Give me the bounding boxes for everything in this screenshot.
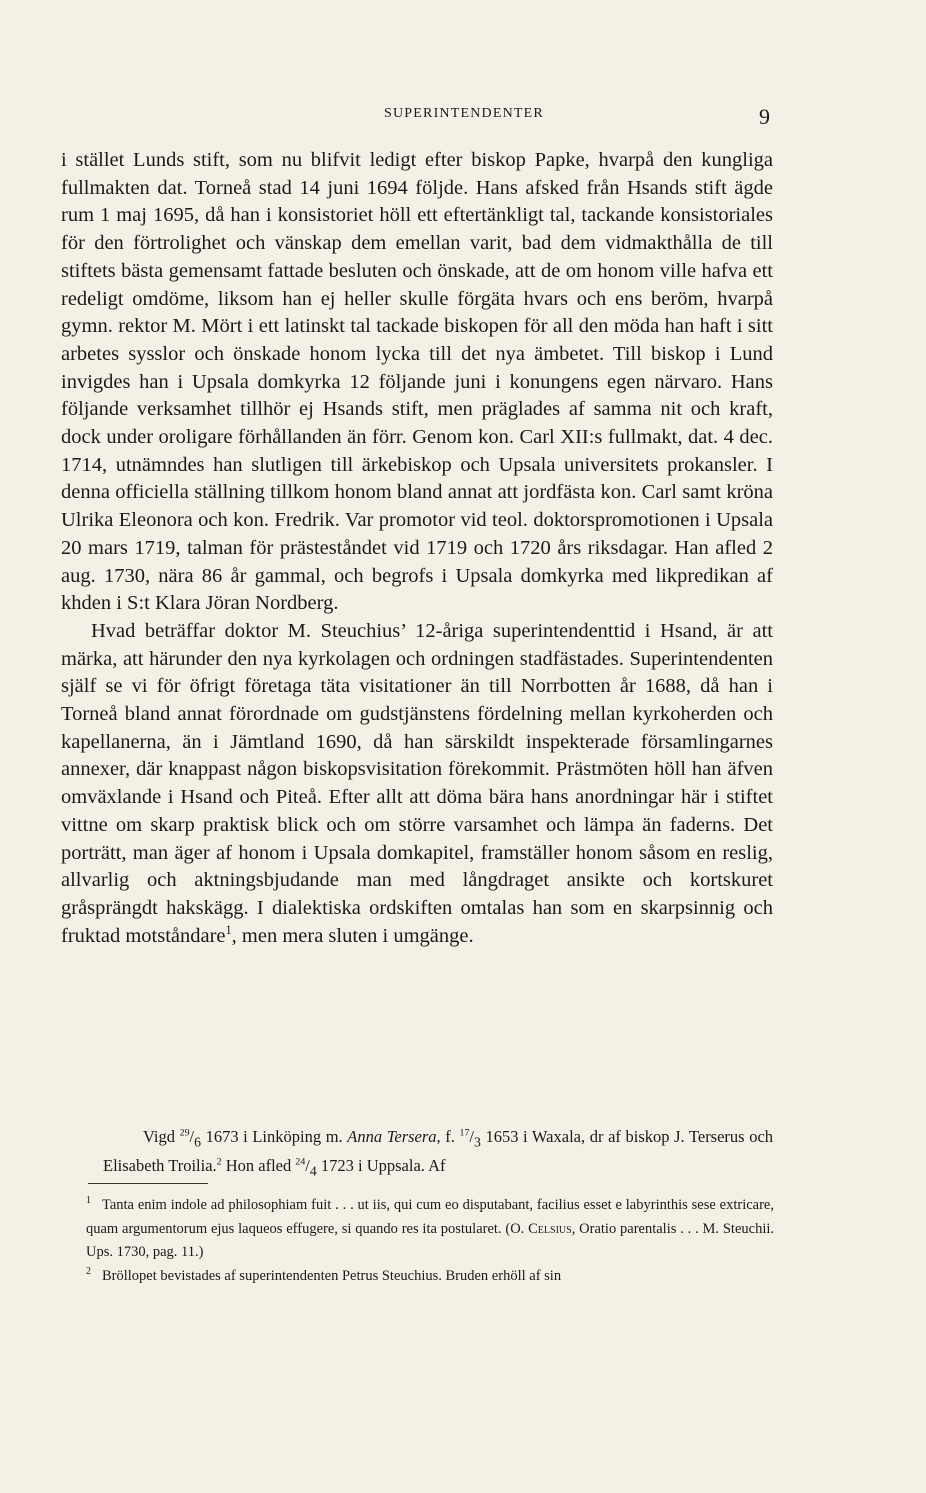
date-month: 3 [473, 1134, 481, 1150]
paragraph-2-text: Hvad beträffar doktor M. Steuchius’ 12-åriga superintendenttid i Hsand, är att märka, att härunder den nya kyrkolagen och ordningen stadfästades. Superintendenten själf se vi för öfrigt företaga täta visitationer än till Norrbotten år 1688, då han i Torneå bland annat förordnade om gudstjänstens fördelning mellan kyrkoherden och kapellanerna, än i Jämtland 1690, då han särskildt inspekterade församlingarnes annexer, där knappast någon biskopsvisitation förekommit. Prästmöten höll han äfven omväxlande i Hsand och Piteå. Efter allt att döma bära hans anordningar här i stiftet vittne om skarp praktisk blick och om större varsamhet och lämpa än faderns. Det porträtt, man äger af honom i Upsala domkapitel, framställer honom såsom en reslig, allvarlig och aktningsbjudande man med långdraget ansikte och kortskuret gråsprängdt hakskägg. I dialektiska ordskiften omtalas han som en skarpsinnig och fruktad motståndare [61, 619, 773, 947]
bride-name: Anna Tersera [347, 1127, 437, 1146]
note-part: Hon afled [221, 1156, 296, 1176]
footnote-1-source: , Oratio parentalis . . . M. Steuchii. Ups. 1730, pag. 11.) [86, 1220, 775, 1260]
footnote-ref-1: 1 [225, 922, 232, 937]
footnotes [86, 1194, 774, 1288]
note-part: 1723 i Uppsala. Af [316, 1156, 446, 1176]
marriage-note [103, 1125, 773, 1184]
footnote-2-text: Bröllopet bevistades af superintendenten Petrus Steuchius. Bruden erhöll af sin [102, 1267, 562, 1284]
running-head: SUPERINTENDENTER [384, 106, 544, 121]
paragraph-1: i stället Lunds stift, som nu blifvit ledigt efter biskop Papke, hvarpå den kungliga fullmakten dat. Torneå stad 14 juni 1694 följde. Hans afsked från Hsands stift ägde rum 1 maj 1695, då han i konsistoriet höll ett eftertänkligt tal, tackande konsistoriales för den förtrolighet och vänskap dem emellan varit, bad dem vidmakthålla de till stiftets bästa gemensamt fattade besluten och önskade, att de om honom ville hafva ett redeligt omdöme, liksom han ej heller skulle förgäta hvars och ens beröm, hvarpå gymn. rektor M. Mört i ett latinskt tal tackade biskopen för all den möda han haft i sitt arbetes sysslor och önskade honom lycka till det nya ämbetet. Till biskop i Lund invigdes han i Upsala domkyrka 12 följande juni i konungens egen närvaro. Hans följande verksamhet tillhör ej Hsands stift, men präglades af samma nit och kraft, dock under oroligare förhållanden än förr. Genom kon. Carl XII:s fullmakt, dat. 4 dec. 1714, utnämndes han slutligen till ärkebiskop och Upsala universitets prokansler. I denna officiella ställning tillkom honom bland annat att jordfästa kon. Carl samt kröna Ulrika Eleonora och kon. Fredrik. Var promotor vid teol. doktorspromotionen i Upsala 20 mars 1719, talman för prästeståndet vid 1719 och 1720 års riksdagar. Han afled 2 aug. 1730, nära 86 år gammal, och begrofs i Upsala domkyrka med likpredikan af khden i S:t Klara Jöran Nordberg. [61, 149, 773, 615]
footnote-1-text: Tanta enim indole ad philosophiam fuit . . . ut iis, qui cum eo disputabant, facilius esset e labyrinthis sese extricare, quam argumentorum ejus laqueos effugere, si quando res ita postularet. (O. [86, 1197, 774, 1237]
page-number: 9 [759, 104, 770, 129]
footnote-ref-2: 2 [216, 1156, 222, 1168]
main-text [61, 147, 773, 950]
date-month: 6 [194, 1134, 201, 1150]
footnote-2: 2 Bröllopet bevistades af superintendenten Petrus Steuchius. Bruden erhöll af sin [86, 1265, 562, 1284]
date-day: 24 [295, 1156, 306, 1168]
note-part: Vigd [143, 1127, 180, 1146]
footnote-1-author: Celsius [528, 1220, 572, 1237]
date-month: 4 [309, 1163, 317, 1179]
date-day: 17 [459, 1127, 470, 1139]
footnote-1: 1 Tanta enim indole ad philosophiam fuit . . . ut iis, qui cum eo disputabant, facilius esset e labyrinthis sese extricare, quam argumentorum ejus laqueos effugere, si quando res ita postularet. (O. Celsius, Oratio parentalis . . . M. Steuchii. Ups. 1730, pag. 11.) [86, 1195, 775, 1260]
paragraph-2-end: , men mera sluten i umgänge. [231, 924, 474, 947]
date-day: 29 [179, 1127, 190, 1139]
note-part: , f. [436, 1127, 460, 1146]
marriage-note-text: Vigd $^{29}/_6$ 1673 i Linköping m. Anna Tersera, f. $^{17}/_3$ 1653 i Waxala, dr af biskop J. Terserus och Elisabeth Troilia.$^2$ Hon afled $^{24}/_4$ 1723 i Uppsala. Af [103, 1127, 774, 1179]
note-part: 1653 i Waxala, dr af biskop J. Terserus och Elisabeth Troilia. [103, 1127, 774, 1176]
note-part: 1673 i Linköping m. [200, 1127, 348, 1146]
footnote-rule [88, 1183, 208, 1184]
paragraph-2 [61, 618, 773, 950]
